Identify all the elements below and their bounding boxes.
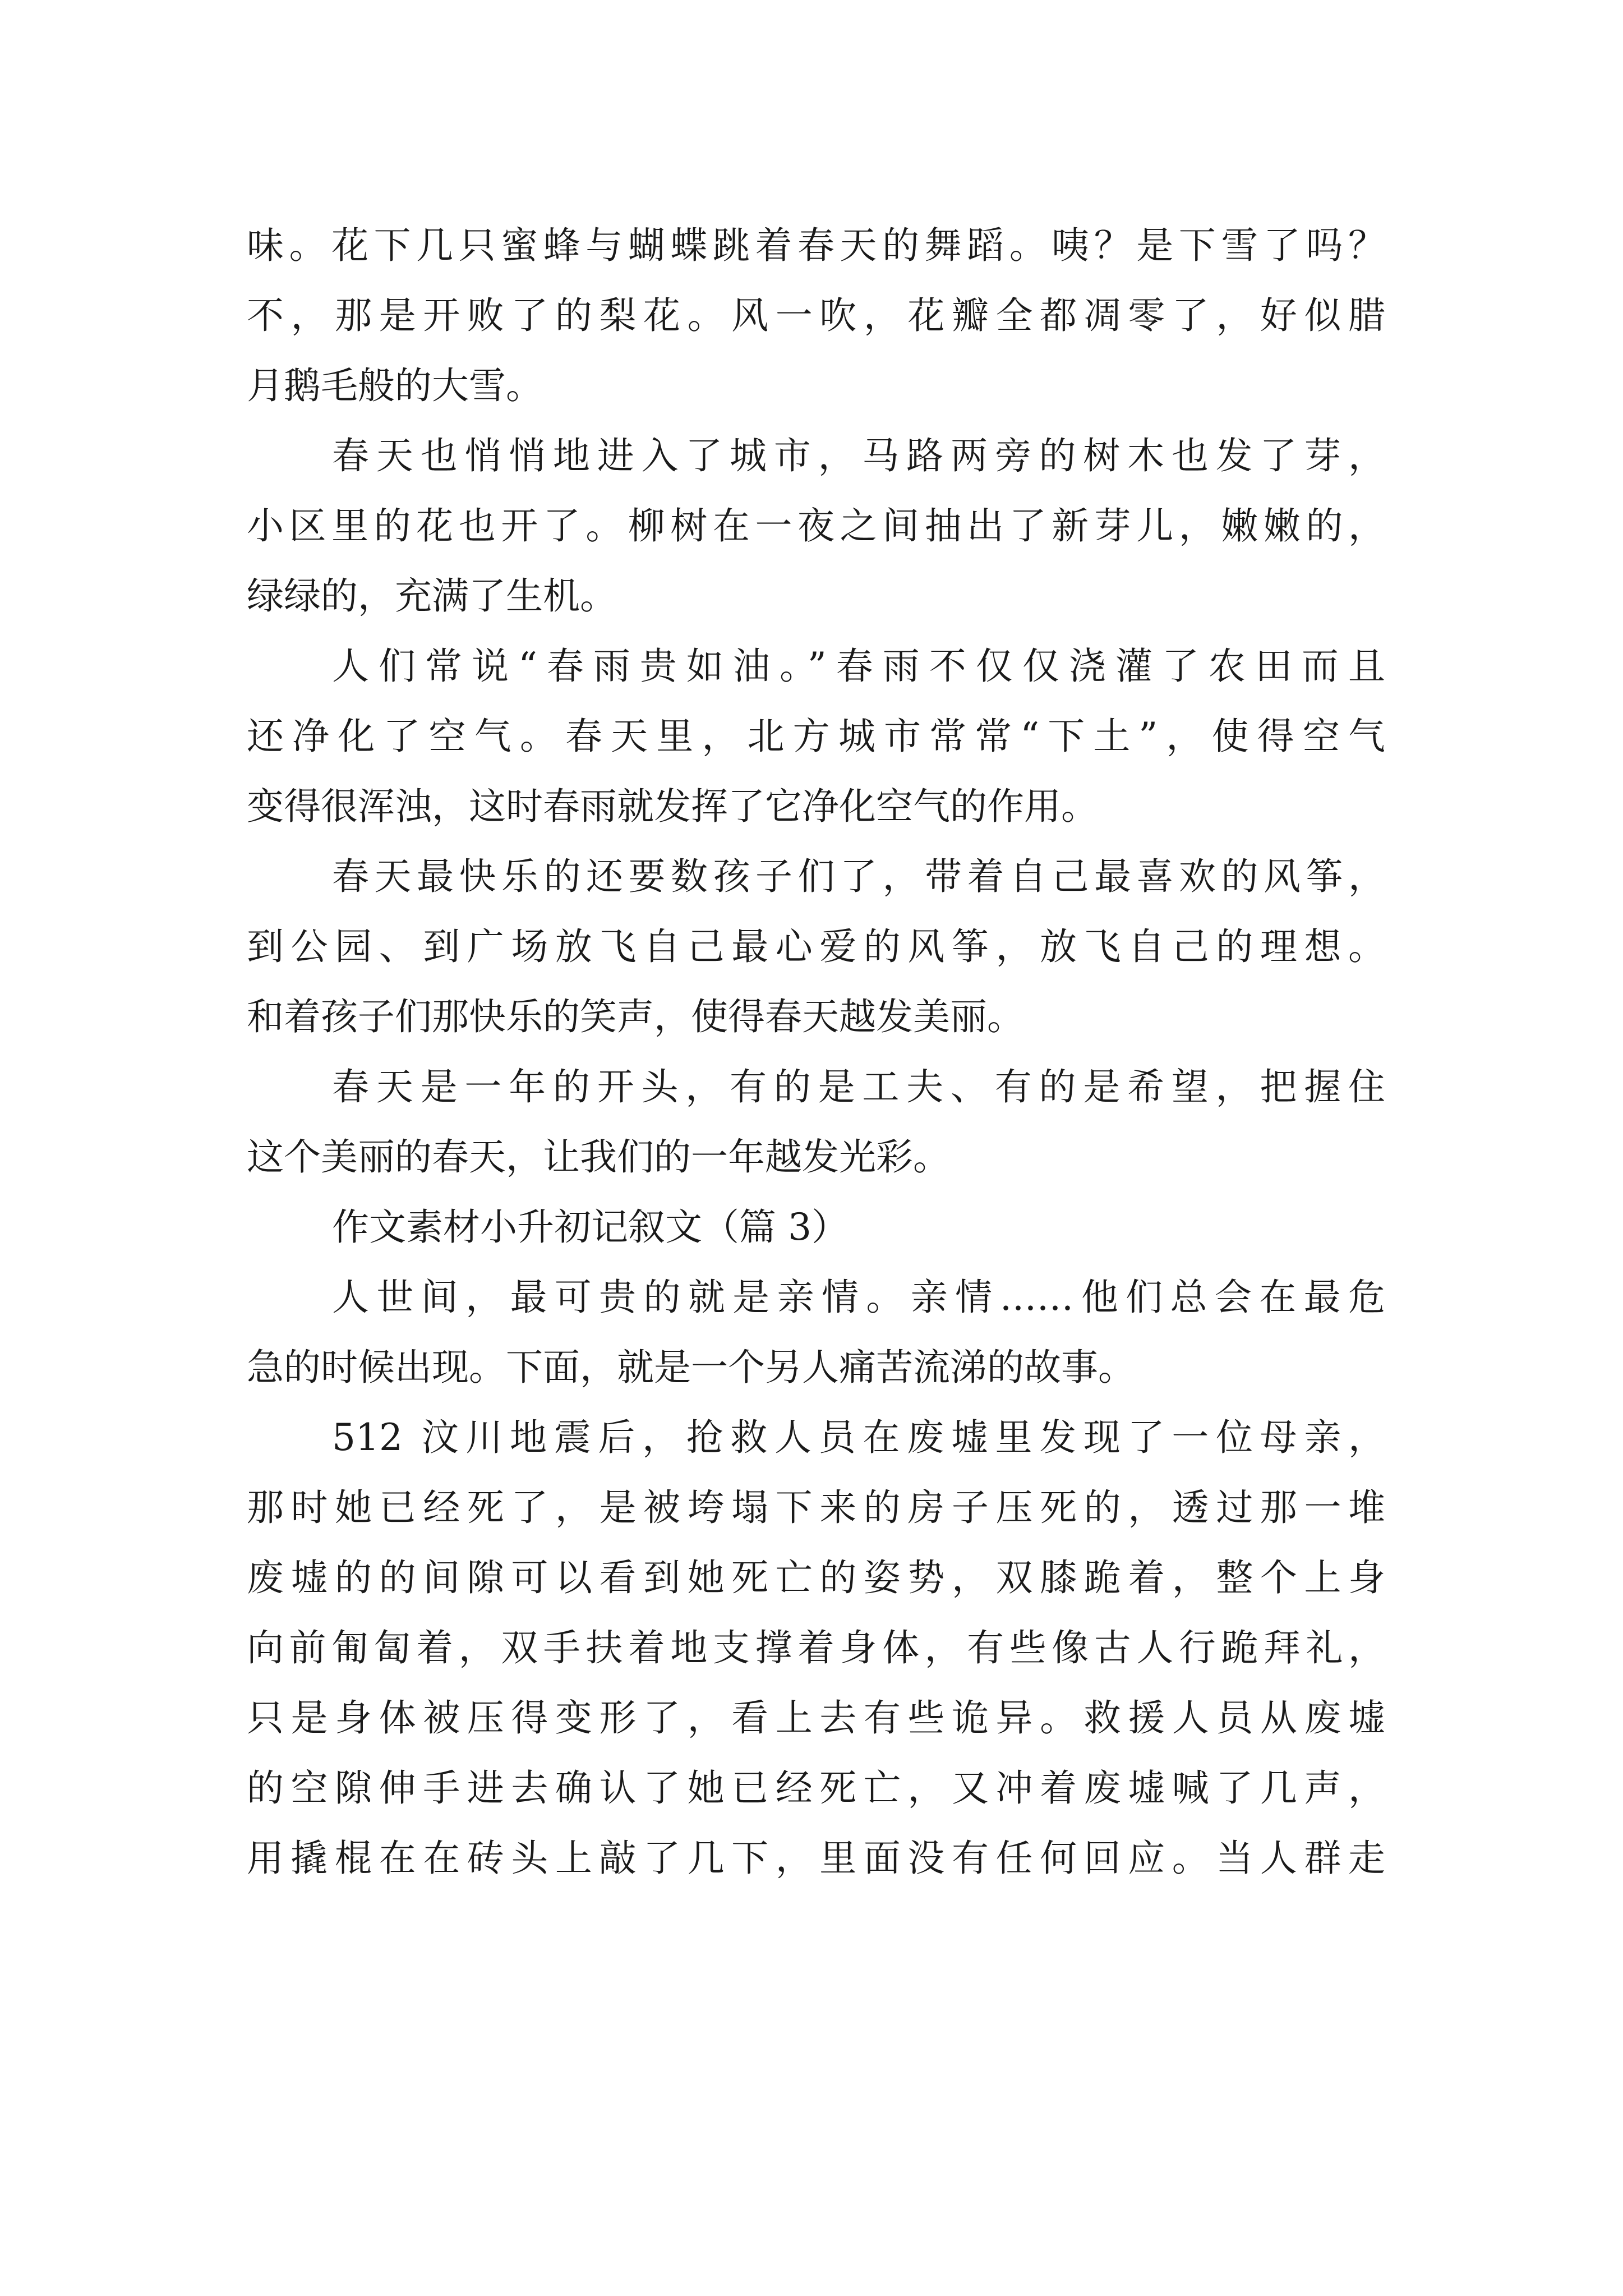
text-line: 人世间，最可贵的就是亲情。亲情……他们总会在最危 bbox=[332, 1276, 1385, 1319]
text-line: 变得很浑浊，这时春雨就发挥了它净化空气的作用。 bbox=[247, 785, 1098, 828]
text-line: 人们常说“春雨贵如油。”春雨不仅仅浇灌了农田而且 bbox=[332, 645, 1385, 688]
text-line: 还净化了空气。春天里，北方城市常常“下土”，使得空气 bbox=[247, 715, 1385, 758]
text-line: 春天最快乐的还要数孩子们了，带着自己最喜欢的风筝， bbox=[332, 855, 1385, 898]
text-line: 春天是一年的开头，有的是工夫、有的是希望，把握住 bbox=[332, 1065, 1385, 1108]
text-line: 到公园、到广场放飞自己最心爱的风筝，放飞自己的理想。 bbox=[247, 925, 1385, 968]
text-line: 用撬棍在在砖头上敲了几下，里面没有任何回应。当人群走 bbox=[247, 1837, 1385, 1880]
essay-body bbox=[247, 210, 1385, 1893]
text-line: 512 汶川地震后，抢救人员在废墟里发现了一位母亲， bbox=[332, 1416, 1385, 1459]
text-line: 月鹅毛般的大雪。 bbox=[247, 364, 543, 407]
text-line: 这个美丽的春天，让我们的一年越发光彩。 bbox=[247, 1135, 950, 1179]
text-line: 急的时候出现。下面，就是一个另人痛苦流涕的故事。 bbox=[247, 1346, 1135, 1389]
text-line: 废墟的的间隙可以看到她死亡的姿势，双膝跪着，整个上身 bbox=[247, 1556, 1385, 1599]
text-line: 春天也悄悄地进入了城市，马路两旁的树木也发了芽， bbox=[332, 434, 1385, 477]
text-line: 小区里的花也开了。柳树在一夜之间抽出了新芽儿，嫩嫩的， bbox=[247, 504, 1385, 547]
text-line: 的空隙伸手进去确认了她已经死亡，又冲着废墟喊了几声， bbox=[247, 1766, 1385, 1810]
text-line: 味。花下几只蜜蜂与蝴蝶跳着春天的舞蹈。咦？是下雪了吗？ bbox=[247, 224, 1385, 267]
text-line: 那时她已经死了，是被垮塌下来的房子压死的，透过那一堆 bbox=[247, 1486, 1385, 1529]
text-line: 和着孩子们那快乐的笑声，使得春天越发美丽。 bbox=[247, 995, 1024, 1038]
text-line: 绿绿的，充满了生机。 bbox=[247, 574, 617, 618]
text-line: 只是身体被压得变形了，看上去有些诡异。救援人员从废墟 bbox=[247, 1696, 1385, 1740]
text-line: 不，那是开败了的梨花。风一吹，花瓣全都凋零了，好似腊 bbox=[247, 294, 1385, 337]
text-line: 作文素材小升初记叙文（篇 3） bbox=[332, 1205, 849, 1249]
text-line: 向前匍匐着，双手扶着地支撑着身体，有些像古人行跪拜礼， bbox=[247, 1626, 1385, 1669]
